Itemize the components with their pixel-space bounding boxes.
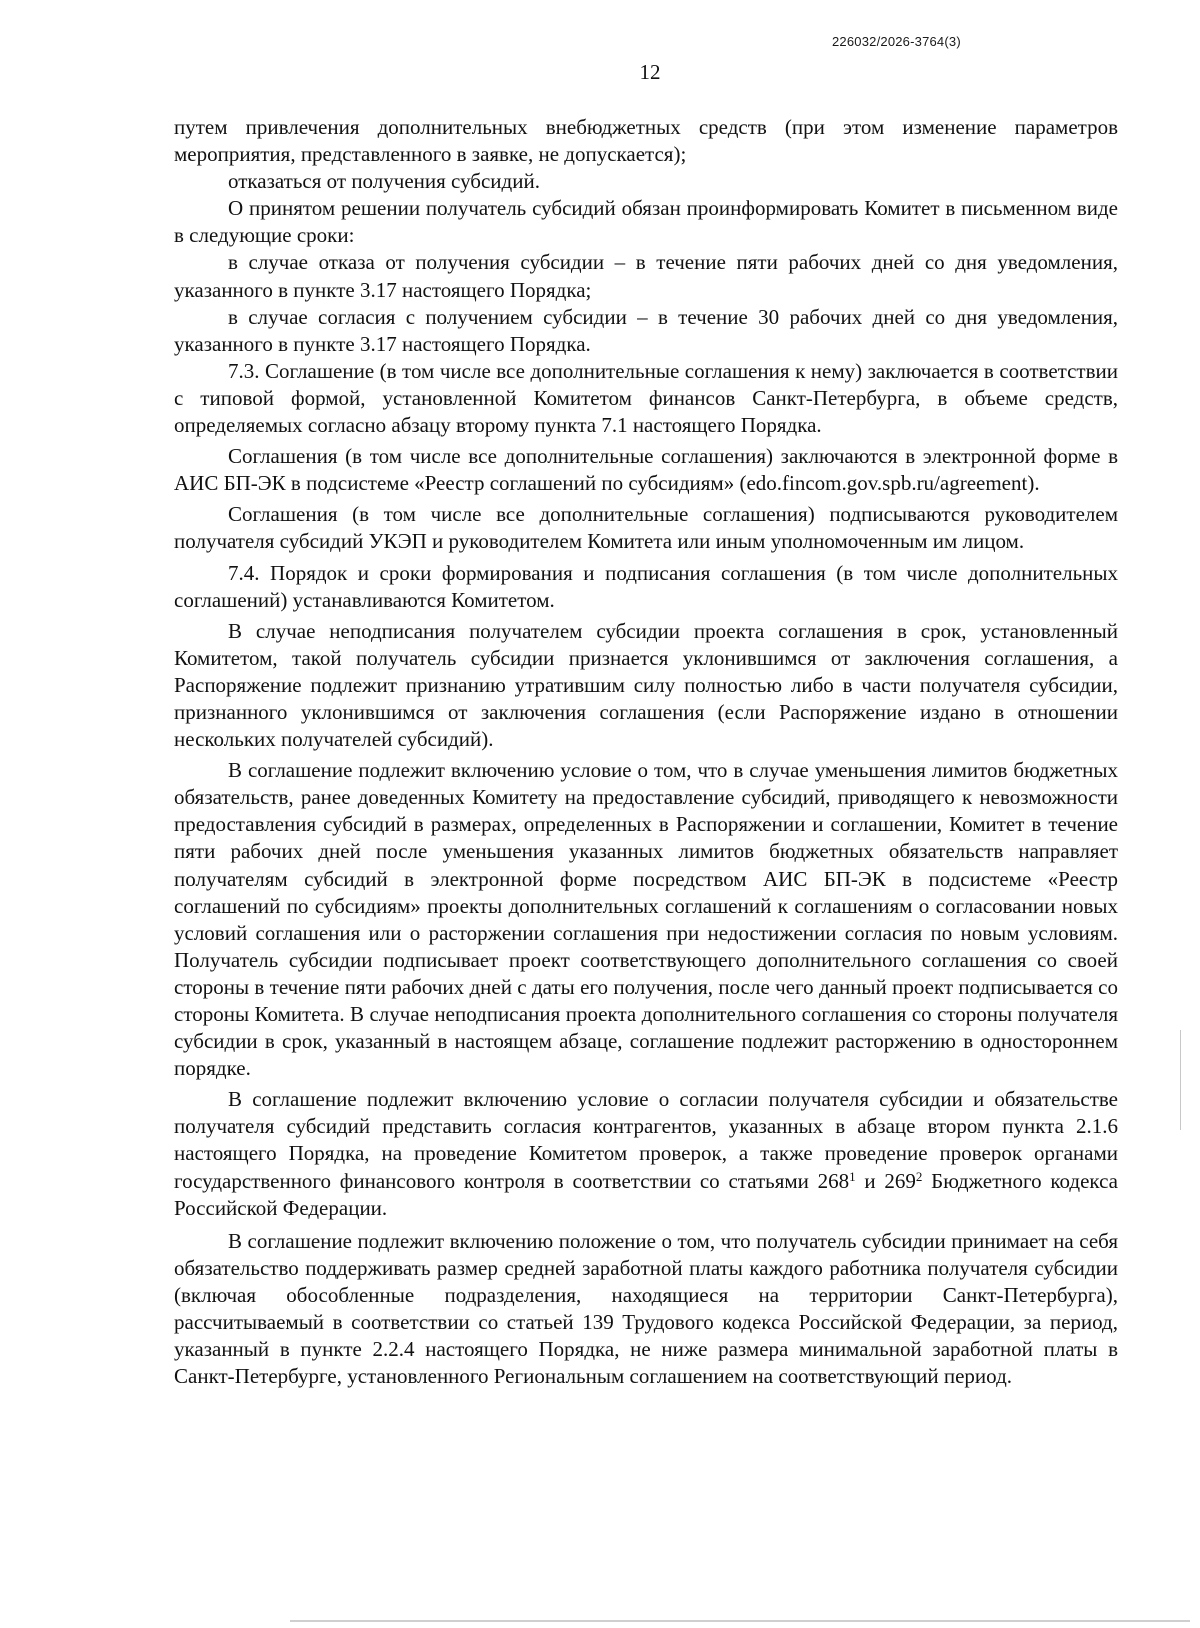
footnote-superscript: 2 [915, 1168, 923, 1184]
page-number: 12 [639, 60, 661, 84]
paragraph-audit-consent: В соглашение подлежит включению условие о согласии получателя субсидии и обязательстве получателя субсидий представить согласия контрагентов, указанных в абзаце втором пункта 2.1.6 настоящего Порядка, на проведение Комитетом проверок, а также проведение проверок органами государственного финансового контроля в соответствии со статьями $268^1$ и $269^2$ Бюджетного кодекса Российской Федерации. [174, 1087, 1118, 1220]
paragraph-continuation: путем привлечения дополнительных внебюджетных средств (при этом изменение параметров мероприятия, представленного в заявке, не допускается); [174, 115, 1118, 167]
paragraph-7-4: 7.4. Порядок и сроки формирования и подписания соглашения (в том числе дополнительных соглашений) устанавливаются Комитетом. [174, 560, 1118, 612]
paragraph-refusal-deadline: в случае отказа от получения субсидии – в течение пяти рабочих дней со дня уведомления, указанного в пункте 3.17 настоящего Порядка; [174, 250, 1118, 302]
scan-bottom-edge [290, 1620, 1190, 1622]
paragraph-7-3: 7.3. Соглашение (в том числе все дополнительные соглашения к нему) заключается в соответствии с типовой формой, установленной Комитетом финансов Санкт-Петербурга, в объеме средств, определяемых согласно абзацу второму пункта 7.1 настоящего Порядка. [174, 358, 1118, 438]
paragraph-average-salary: В соглашение подлежит включению положение о том, что получатель субсидии принимает на себя обязательство поддерживать размер средней заработной платы каждого работника получателя субсидии (включая обособленные подразделения, находящиеся на территории Санкт-Петербурга), рассчитываемый в соответствии со статьей 139 Трудового кодекса Российской Федерации, за период, указанный в пункте 2.2.4 настоящего Порядка, не ниже размера минимальной заработной платы в Санкт-Петербурге, установленного Региональным соглашением на соответствующий период. [174, 1228, 1118, 1389]
footnote-superscript: 1 [849, 1168, 856, 1184]
document-body [174, 114, 1118, 1390]
paragraph-limits-reduction: В соглашение подлежит включению условие о том, что в случае уменьшения лимитов бюджетных обязательств, ранее доведенных Комитету на предоставление субсидий, приводящего к невозможности предоставления субсидий в размерах, определенных в Распоряжении и соглашении, Комитет в течение пяти рабочих дней после уменьшения указанных лимитов бюджетных обязательств направляет получателям субсидий в электронной форме посредством АИС БП-ЭК в подсистеме «Реестр соглашений по субсидиям» проекты дополнительных соглашений к соглашениям о согласовании новых условий соглашения или о расторжении соглашения при недостижении согласия по новым условиям. Получатель субсидии подписывает проект соответствующего дополнительного соглашения со своей стороны в течение пяти рабочих дней с даты его получения, после чего данный проект подписывается со стороны Комитета. В случае неподписания проекта дополнительного соглашения со стороны получателя субсидии в срок, указанный в настоящем абзаце, соглашение подлежит расторжению в одностороннем порядке. [174, 758, 1118, 1081]
paragraph-agreements-signing: Соглашения (в том числе все дополнительные соглашения) подписываются руководителем получателя субсидий УКЭП и руководителем Комитета или иным уполномоченным им лицом. [174, 502, 1118, 554]
paragraph-non-signing: В случае неподписания получателем субсидии проекта соглашения в срок, установленный Комитетом, такой получатель субсидии признается уклонившимся от заключения соглашения, а Распоряжение подлежит признанию утратившим силу полностью либо в части получателя субсидии, признанного уклонившимся от заключения соглашения (если Распоряжение издано в отношении нескольких получателей субсидий). [174, 618, 1118, 752]
document-registration-number: 226032/2026-3764(3) [832, 34, 961, 49]
paragraph-consent-deadline: в случае согласия с получением субсидии – в течение 30 рабочих дней со дня уведомления, указанного в пункте 3.17 настоящего Порядка. [174, 304, 1118, 356]
paragraph-refuse-subsidy: отказаться от получения субсидий. [228, 169, 540, 194]
paragraph-agreements-electronic: Соглашения (в том числе все дополнительные соглашения) заключаются в электронной форме в АИС БП-ЭК в подсистеме «Реестр соглашений по субсидиям» (edo.fincom.gov.spb.ru/agreement). [174, 444, 1118, 496]
scan-artifact-line [1180, 1030, 1181, 1130]
paragraph-decision-notice: О принятом решении получатель субсидий обязан проинформировать Комитет в письменном виде в следующие сроки: [174, 196, 1118, 248]
